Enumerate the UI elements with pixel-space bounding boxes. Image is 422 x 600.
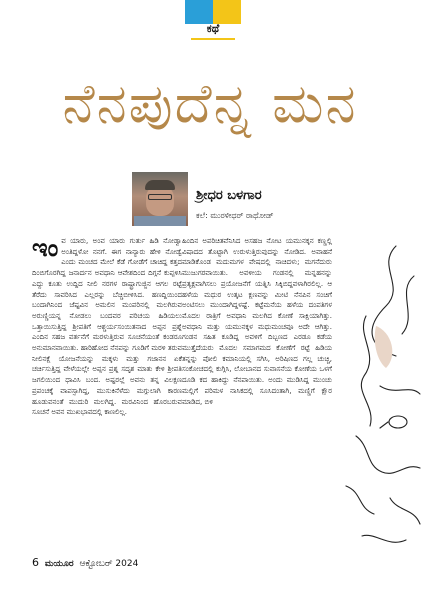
illustration-sketch (336, 236, 422, 556)
author-photo (132, 172, 188, 226)
issue-date: ಆಕ್ಟೋಬರ್ 2024 (79, 559, 139, 569)
drop-cap: ಇಂ (32, 236, 59, 262)
badge-blue-stripe (185, 0, 213, 24)
badge-yellow-stripe (213, 0, 241, 24)
section-badge (185, 0, 241, 40)
publication-name: ಮಯೂರ (44, 559, 74, 569)
section-underline (191, 38, 235, 40)
body-text-left: ವ ಯಾರು, ಅಂವ ಯಾರು ಗುರ್ತು ಹಿಡಿ ನೋಡ್ವಾ ಅಂತಿದ್ದಳೋ ನನಗೆ. ಈಗ ನಾನ್ಯಾರು ಹೇಳಿ ನೋಡ್ವೆ ಎಂದು ಮಂಚದ ಮೇಲೆ ಕೆಡೆ ಗೋಡೆಗೆ ಚಾಚಿದ್ದ ಕತ್ತದ ದಿಂಬಿಗೊರಗಿದ್ದ ಜನಾರ್ದನ ಅವಧಾನಿ ಆವೇಶದಿಂದ ದಿಗ್ಗನೆ ಕುಪ್ಪಳಿಸಿ ಎದ್ದು ಕೂತು ಉದ್ದಿದ ನೀಲಿ ನರಗಳ ರಾಷ್ಟ್ರಾಗುಜ್ಜಿನ ಆಗಲ ರಟ್ಟೆ ತೆರೆದು ಸಾವರಿಸಿದ ಎಲ್ಲರನ್ನು ಬೆಚ್ಚಿಬೀಳಿಸಿದ. ಹಣದ್ದಿಯಿಂದ ಬಂದಾಗಿನಿಂದ ಜೆಷ್ಟವಿನ ಅಮಲಿನ ಮಂಪರಿನಲ್ಲಿ ಮಲಗಿರುವ ಅರುಣ್ಣಿಯನ್ನ ನೋಡಲು ಬಂದವರ ಪರಿಚಯ ಹಿಡಿಯಲು ಒತ್ತಾಯಿಸುತ್ತಿದ್ದ ಶ್ರೀಪತಿಗೆ ಆಶ್ಚರ್ಯಸಂಯಿತನಾದ ಅಪ್ಪನ ಪ್ರಶ್ನೆ ಎಂದಿನ ಸಹಜ ವರ್ತನೆಗೆ ಮರಳುತ್ತಿರುವ ಸೂಚನೆಯಂತೆ ಕಂಡರೂ ಅನುಮಾನವಾಯಿತು. ಹಾರಿಹೋದ ನೆನಪನ್ನು ಗೂಡಿಗೆ ಮರಳಿ ತರುವ ನೀಲಿನಕ್ಷೆ ಯೋಜನೆಯನ್ನು ಮಕ್ಕಳು ಮತ್ತು ಗಜಾನನ ಏಕೆ ಚರ್ಚಿಸುತ್ತಿದ್ದ ವೇಳೆಯಲ್ಲೇ ಅಪ್ಪನ ಪ್ರಶ್ನ ಸದೃಶ ಮಾತು ಕೇಳಿ ಶ್ರೀಪತಿ ಜಗಲಿಯಿಂದ ಧಾವಿಸಿ ಬಂದ. ಅಷ್ಟರಲ್ಲೆ ಅವನು ತನ್ನ ವಿಲಕ್ಷಣ ಪ್ರಪಂಚಕ್ಕೆ ವಾಪಸ್ಸಾಗಿದ್ದ, ಮುಸುಕಿನೆಳೆದು ಮಗ್ಗುಲಾಗಿ ಕಾರಣ ಹೂಡುವನಂತೆ ಮುದುರಿ ಮಲಗಿದ್ದ. ಮರವಿನಿಂದ ಹೊರಬರುವ ಸೂಚನೆ ಅವನ ಮುಖಭಾವದಲ್ಲಿ ಕಾಣಲಿಲ್ಲ. (32, 237, 182, 417)
body-text-right: ಹಿಂದಿನ ಅಪರಿಚಿತವೆನಿಸಿದ ಅಸಹಜ ನೋಟ ಯಮುನಕ್ಕನ ಕಣ್ಣಲ್ಲಿ ವಿಷಾದದ ತೊಟ್ಟಾಗಿ ಉರುಳುತ್ತಿರುವುದನ್ನು ನೋಡಿದ. ಅವಾಹನೆ ಮಾಡಿಕೊಂಡ ಮದುಮಗಳ ವೇಷದಲ್ಲಿ ನಾಚಿದಳು; ಮಗನೆದುರು ಮುಜುಗರವಾಯಿತು. ಅವಳೀಯ ಗಂಡನಲ್ಲಿ ಮನ್ನಹನನ್ನು ಪ್ರತ್ಯಕ್ಷವಾಗಿಸಲು ಪ್ರಯೋಜನೆಗೆ ಯತ್ನಿಸಿ ಸಿಕ್ಕಿಬಿದ್ದವಳಾಗಿರಲಿಲ್ಲ. ಆ ಹಳೆಯ ಮಧುರ ಉತ್ಕಟ ಕ್ಷಣವನ್ನು ಮೀಟಿ ನೆನಪಿನ ಸಂಚಿಗೆ ಅಂಟಿಸಲು ಮುಂದಾಗಿದ್ದಳಷ್ಟೆ. ಕಟ್ಟೆಮನೆಯ ಹಳೆಯ ದಂಪತಿಗಳ ಮೊದಲ ರಾತ್ರಿಗೆ ಅವಧಾನಿ ಮಲಗಿದ ಕೋಣೆ ಸಾಕ್ಷಿಯಾಗಿತ್ತು. ಅವಧಾನಿ ಮತ್ತು ಯಮುನಕ್ಕಳ ಮಧುಮಂಚವೂ ಅದೇ ಆಗಿತ್ತು. ಗಂಡನ ಸಹಿತ ಕೂಡಿದ್ದ ಅವಳಿಗೆ ದಿಬ್ಬಣದ ಎರಡೂ ಕಡೆಯ ಮುತ್ತೈದೆಯರು ಮೊದಲ ಸಮಾಗಮದ ಕೋಣೆಗೆ ರಟ್ಟೆ ಹಿಡಿಯ ತನ್ನನ್ನು ಪೋಲಿ ಕಮಾನಿಯಲ್ಲಿ ಸಗಿಸಿ, ಅರಿಷಿಣದ ಗಲ್ಲ ಚುಚ್ಚಿ, ಸಂಕೋಚದಲ್ಲಿ ಕುಗ್ಗಿಸಿ, ಲೋಬಾನದ ಸುವಾಸನೆಯ ಕೋಣೆಯ ಒಳಗೆ ದೂಡಿ ಕದ ಹಾಕಿದ್ದು ನೆನಪಾಯಿತು. ಅಂದು ಮುಡಿಸಿದ್ದ ಮುಂಚು ಮಲ್ಲಿಗೆ ಪರಿಮಳ ನಾಸಿಕದಲ್ಲಿ ಸೂಸಿದಂತಾಗಿ, ಮಣ್ಣಿಗೆ ಕ್ಷೌರ ಮಾಡಿದ, ಬಿಳಿ (182, 237, 332, 406)
illustrator-credit: ಕಲೆ: ಮುರಳೀಧರ್ ರಾಥೋಡ್ (196, 211, 274, 220)
author-name: ಶ್ರೀಧರ ಬಳಗಾರ (196, 188, 262, 203)
page-footer (32, 556, 138, 569)
story-title: ನೆನಪುದೆನ್ನ ಮನ (62, 72, 358, 135)
page-number: 6 (32, 556, 39, 569)
body-column-right (182, 236, 332, 548)
body-column-left (32, 236, 182, 548)
section-label: ಕಥೆ (206, 22, 220, 35)
